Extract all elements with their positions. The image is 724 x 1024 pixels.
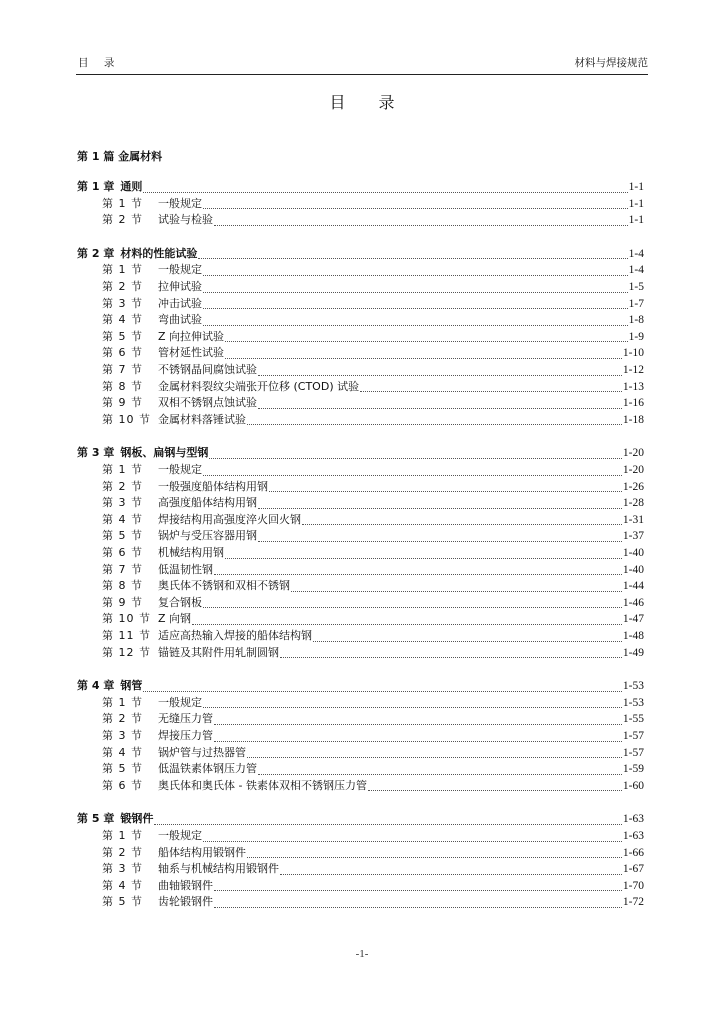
section-title: 一般规定 [158,695,202,709]
section-page: 1-7 [628,297,644,310]
section-page: 1-31 [622,513,644,526]
toc-section-row[interactable] [77,412,644,428]
toc-chapter-row[interactable] [77,246,644,262]
dot-leader [214,880,622,891]
section-number: 第 10 节 [102,412,151,426]
dot-leader [247,747,622,758]
section-page: 1-5 [628,281,644,293]
toc-chapter-row[interactable] [77,811,644,827]
section-title: 高强度船体结构用钢 [158,496,257,510]
section-page: 1-46 [622,596,644,609]
section-title: 一般规定 [158,263,202,277]
section-page: 1-37 [622,530,644,543]
toc-section-row[interactable] [77,362,644,378]
section-title: 一般规定 [158,463,202,476]
toc-section-row[interactable] [77,878,644,894]
dot-leader [203,465,622,476]
dot-leader [192,614,622,625]
chapter-title: 材料的性能试验 [120,246,198,260]
section-number: 第 6 节 [102,346,143,360]
section-page: 1-57 [622,746,644,759]
chapter-page: 1-53 [622,680,644,693]
dot-leader [203,697,622,708]
toc-section-row[interactable] [77,196,644,212]
section-number: 第 10 节 [102,612,151,626]
section-page: 1-40 [622,547,644,559]
section-title: 船体结构用锻钢件 [158,845,246,859]
section-title: 焊接压力管 [158,729,213,742]
section-title: 双相不锈钢点蚀试验 [158,396,257,410]
section-title: 管材延性试验 [158,346,224,360]
toc-section-row[interactable] [77,628,644,644]
section-number: 第 7 节 [102,363,143,376]
section-title: Z 向拉伸试验 [158,329,225,343]
dot-leader [258,531,622,542]
dot-leader [214,714,622,725]
toc-section-row[interactable] [77,695,644,711]
section-number: 第 1 节 [102,196,143,210]
toc-section-row[interactable] [77,462,644,478]
section-page: 1-60 [622,779,644,792]
section-number: 第 3 节 [102,729,143,742]
section-number: 第 5 节 [102,762,143,776]
dot-leader [198,248,627,259]
toc-chapter-row[interactable] [77,445,644,461]
section-page: 1-10 [622,347,644,360]
toc-section-row[interactable] [77,711,644,727]
section-page: 1-28 [622,497,644,510]
section-page: 1-40 [622,563,644,576]
section-number: 第 2 节 [102,280,143,293]
section-title: 拉伸试验 [158,280,202,293]
dot-leader [258,398,622,409]
section-number: 第 3 节 [102,296,143,310]
section-title: 焊接结构用高强度淬火回火钢 [158,512,301,526]
chapter-number: 第 4 章 [77,679,115,693]
toc-section-row[interactable] [77,645,644,661]
dot-leader [143,182,627,193]
section-number: 第 2 节 [102,845,143,859]
toc-section-row[interactable] [77,379,644,395]
section-number: 第 4 节 [102,313,143,327]
section-page: 1-26 [622,480,644,493]
section-page: 1-44 [622,580,644,593]
section-title: 金属材料裂纹尖端张开位移 (CTOD) 试验 [158,379,360,393]
dot-leader [203,597,622,608]
chapter-title: 锻钢件 [120,812,154,826]
section-number: 第 11 节 [102,629,151,642]
dot-leader [258,498,622,509]
section-number: 第 5 节 [102,529,143,543]
dot-leader [203,282,628,293]
toc-section-row[interactable] [77,312,644,328]
section-title: 复合钢板 [158,595,202,609]
dot-leader [143,681,622,692]
toc-section-row[interactable] [77,262,644,278]
header-rule [76,74,648,75]
section-page: 1-8 [628,314,644,327]
section-number: 第 12 节 [102,645,151,659]
toc-section-row[interactable] [77,545,644,561]
section-number: 第 4 节 [102,878,143,892]
dot-leader [203,831,622,842]
section-page: 1-53 [622,696,644,709]
section-title: 锚链及其附件用轧制圆钢 [158,645,279,659]
toc-section-row[interactable] [77,761,644,777]
section-number: 第 1 节 [102,695,143,709]
toc-section-row[interactable] [77,395,644,411]
dot-leader [360,381,622,392]
section-title: 不锈钢晶间腐蚀试验 [158,363,257,376]
part-heading: 第 1 篇 金属材料 [77,150,163,163]
chapter-title: 通则 [120,180,143,193]
section-title: 无缝压力管 [158,712,213,726]
section-number: 第 1 节 [102,829,143,842]
section-number: 第 2 节 [102,479,143,493]
section-number: 第 4 节 [102,512,143,526]
dot-leader [214,897,622,908]
toc-section-row[interactable] [77,345,644,361]
chapter-number: 第 5 章 [77,812,115,826]
dot-leader [280,864,622,875]
section-number: 第 6 节 [102,546,143,559]
dot-leader [368,780,622,791]
section-number: 第 4 节 [102,745,143,759]
chapter-title: 钢板、扁钢与型钢 [120,446,209,460]
chapter-page: 1-4 [628,247,644,260]
section-number: 第 3 节 [102,862,143,876]
dot-leader [302,514,622,525]
section-page: 1-18 [622,413,644,426]
section-title: 一般规定 [158,196,202,210]
chapter-page: 1-1 [628,181,644,193]
section-title: 一般规定 [158,829,202,842]
dot-leader [225,348,622,359]
toc-section-row[interactable] [77,611,644,627]
section-number: 第 3 节 [102,496,143,510]
dot-leader [154,814,622,825]
section-page: 1-55 [622,713,644,726]
section-page: 1-57 [622,730,644,742]
section-number: 第 9 节 [102,396,143,410]
section-number: 第 8 节 [102,379,143,393]
section-page: 1-9 [628,330,644,343]
dot-leader [214,564,622,575]
section-title: 低温韧性钢 [158,562,213,576]
toc-section-row[interactable] [77,479,644,495]
dot-leader [225,331,628,342]
page-title: 目 录 [329,93,409,112]
section-title: 冲击试验 [158,296,202,310]
section-page: 1-59 [622,763,644,776]
section-page: 1-67 [622,863,644,876]
section-number: 第 6 节 [102,778,143,792]
section-number: 第 1 节 [102,263,143,277]
section-number: 第 8 节 [102,579,143,593]
toc-chapter-row[interactable] [77,179,644,195]
section-page: 1-1 [628,197,644,210]
dot-leader [291,581,622,592]
dot-leader [269,481,622,492]
section-number: 第 5 节 [102,329,143,343]
section-page: 1-20 [622,464,644,476]
toc-section-row[interactable] [77,495,644,511]
toc-chapter-row[interactable] [77,678,644,694]
section-number: 第 2 节 [102,712,143,726]
dot-leader [203,315,628,326]
toc-section-row[interactable] [77,279,644,295]
section-title: 锅炉与受压容器用钢 [158,529,257,543]
dot-leader [247,414,622,425]
dot-leader [313,631,622,642]
chapter-page: 1-63 [622,813,644,826]
section-title: 锅炉管与过热器管 [158,745,246,759]
section-page: 1-72 [622,896,644,909]
page-number: -1- [355,948,369,960]
dot-leader [280,647,622,658]
chapter-title: 钢管 [120,679,143,693]
dot-leader [258,764,622,775]
section-title: 一般强度船体结构用钢 [158,479,268,493]
dot-leader [203,298,628,309]
section-title: 试验与检验 [158,213,213,227]
toc-section-row[interactable] [77,578,644,594]
section-title: 奥氏体不锈钢和双相不锈钢 [158,579,290,593]
toc-section-row[interactable] [77,778,644,794]
section-number: 第 9 节 [102,595,143,609]
section-number: 第 7 节 [102,562,143,576]
dot-leader [225,548,622,559]
section-title: 弯曲试验 [158,313,202,327]
toc-section-row[interactable] [77,528,644,544]
section-page: 1-13 [622,380,644,393]
dot-leader [203,265,628,276]
chapter-number: 第 2 章 [77,246,115,260]
dot-leader [258,365,622,376]
toc-section-row[interactable] [77,329,644,345]
section-number: 第 2 节 [102,213,143,227]
toc-section-row[interactable] [77,595,644,611]
section-page: 1-49 [622,646,644,659]
toc-section-row[interactable] [77,861,644,877]
toc-section-row[interactable] [77,728,644,744]
section-number: 第 1 节 [102,463,143,476]
section-title: 曲轴锻钢件 [158,878,213,892]
section-title: 奥氏体和奥氏体 - 铁素体双相不锈钢压力管 [158,778,367,792]
section-page: 1-63 [622,830,644,842]
section-page: 1-70 [622,879,644,892]
toc-section-row[interactable] [77,512,644,528]
section-title: 低温铁素体钢压力管 [158,762,257,776]
toc-section-row[interactable] [77,745,644,761]
header-section-label: 目 录 [78,57,121,69]
section-title: 轴系与机械结构用锻钢件 [158,862,279,876]
section-title: 金属材料落锤试验 [158,412,246,426]
section-page: 1-66 [622,846,644,859]
section-page: 1-4 [628,264,644,277]
chapter-number: 第 3 章 [77,446,115,460]
section-title: 适应高热输入焊接的船体结构钢 [158,629,312,642]
chapter-page: 1-20 [622,447,644,460]
section-number: 第 5 节 [102,895,143,909]
dot-leader [214,731,622,742]
toc-section-row[interactable] [77,296,644,312]
section-page: 1-48 [622,630,644,642]
dot-leader [203,198,628,209]
header-book-title: 材料与焊接规范 [574,57,648,69]
dot-leader [209,448,622,459]
section-page: 1-47 [622,613,644,626]
section-page: 1-16 [622,397,644,410]
section-title: 齿轮锻钢件 [158,895,213,909]
toc-section-row[interactable] [77,845,644,861]
dot-leader [247,847,622,858]
toc-section-row[interactable] [77,562,644,578]
section-title: 机械结构用钢 [158,546,224,559]
section-page: 1-12 [622,364,644,376]
section-page: 1-1 [628,214,644,227]
toc-section-row[interactable] [77,828,644,844]
toc-section-row[interactable] [77,894,644,910]
toc-section-row[interactable] [77,212,644,228]
dot-leader [214,215,628,226]
chapter-number: 第 1 章 [77,180,115,193]
running-header [76,55,648,71]
section-title: Z 向钢 [158,612,192,626]
